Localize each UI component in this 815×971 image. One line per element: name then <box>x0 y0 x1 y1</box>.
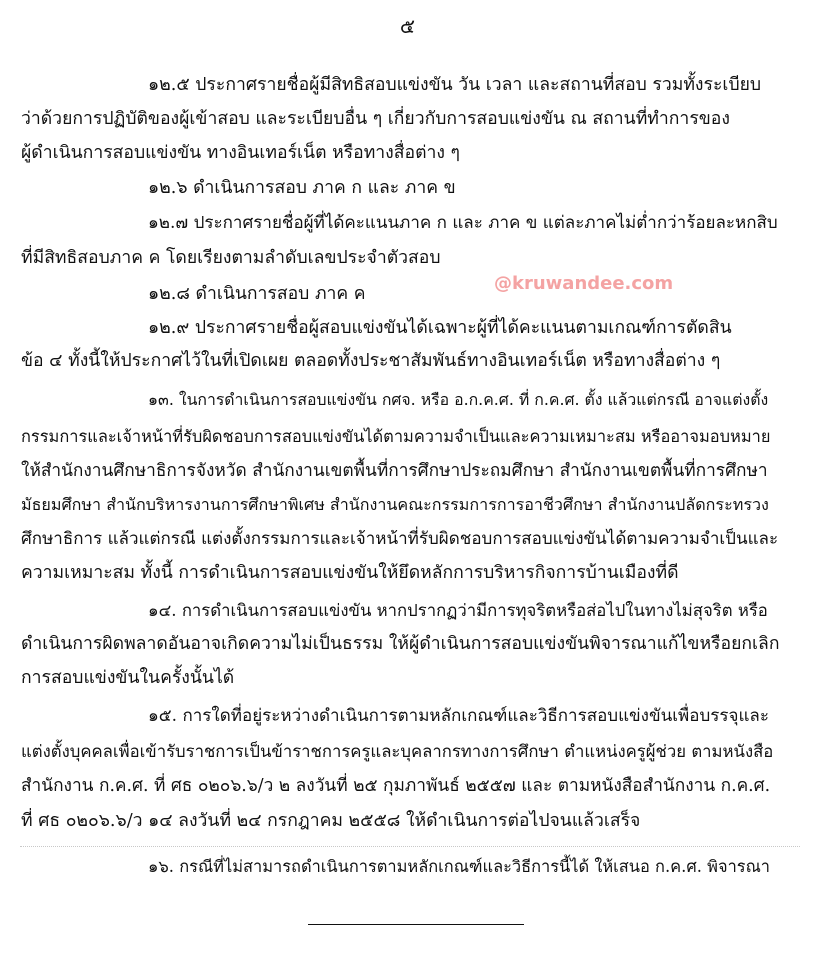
end-rule <box>308 924 524 925</box>
watermark: @kruwandee.com <box>494 273 674 294</box>
clause-12-8: ๑๒.๘ ดำเนินการสอบ ภาค ค <box>148 284 366 304</box>
clause-14-line-1: ๑๔. การดำเนินการสอบแข่งขัน หากปรากฏว่ามีการทุจริตหรือส่อไปในทางไม่สุจริต หรือ <box>148 600 768 620</box>
clause-15-line-3: สำนักงาน ก.ค.ศ. ที่ ศธ ๐๒๐๖.๖/ว ๒ ลงวันที่ ๒๕ กุมภาพันธ์ ๒๕๕๗ และ ตามหนังสือสำนักงาน ก.ค.ศ. <box>21 776 771 796</box>
clause-14-line-2: ดำเนินการผิดพลาดอันอาจเกิดความไม่เป็นธรรม ให้ผู้ดำเนินการสอบแข่งขันพิจารณาแก้ไขหรือยกเลิก <box>21 634 780 654</box>
clause-15-line-1: ๑๕. การใดที่อยู่ระหว่างดำเนินการตามหลักเกณฑ์และวิธีการสอบแข่งขันเพื่อบรรจุและ <box>148 706 769 726</box>
clause-12-7-line-2: ที่มีสิทธิสอบภาค ค โดยเรียงตามลำดับเลขประจำตัวสอบ <box>21 248 441 268</box>
clause-12-5-line-2: ว่าด้วยการปฏิบัติของผู้เข้าสอบ และระเบียบอื่น ๆ เกี่ยวกับการสอบแข่งขัน ณ สถานที่ทำการของ <box>21 109 730 129</box>
scan-artifact-divider <box>20 846 800 847</box>
clause-15-line-4: ที่ ศธ ๐๒๐๖.๖/ว ๑๔ ลงวันที่ ๒๔ กรกฎาคม ๒๕๕๘ ให้ดำเนินการต่อไปจนแล้วเสร็จ <box>21 811 641 831</box>
clause-12-5-line-1: ๑๒.๕ ประกาศรายชื่อผู้มีสิทธิสอบแข่งขัน วัน เวลา และสถานที่สอบ รวมทั้งระเบียบ <box>148 75 762 95</box>
clause-15-line-2: แต่งตั้งบุคคลเพื่อเข้ารับราชการเป็นข้าราชการครูและบุคลากรทางการศึกษา ตำแหน่งครูผู้ช่วย ตามหนังสือ <box>21 741 774 761</box>
clause-14-line-3: การสอบแข่งขันในครั้งนั้นได้ <box>21 668 235 688</box>
clause-12-5-line-3: ผู้ดำเนินการสอบแข่งขัน ทางอินเทอร์เน็ต หรือทางสื่อต่าง ๆ <box>21 143 461 163</box>
clause-13-line-5: ศึกษาธิการ แล้วแต่กรณี แต่งตั้งกรรมการและเจ้าหน้าที่รับผิดชอบการสอบแข่งขันได้ตามความจำเป็นและ <box>21 529 779 549</box>
clause-13-line-6: ความเหมาะสม ทั้งนี้ การดำเนินการสอบแข่งขันให้ยึดหลักการบริหารกิจการบ้านเมืองที่ดี <box>21 563 679 583</box>
clause-13-line-3: ให้สำนักงานศึกษาธิการจังหวัด สำนักงานเขตพื้นที่การศึกษาประถมศึกษา สำนักงานเขตพื้นที่การศึกษา <box>21 461 768 481</box>
clause-12-7-line-1: ๑๒.๗ ประกาศรายชื่อผู้ที่ได้คะแนนภาค ก และ ภาค ข แต่ละภาคไม่ต่ำกว่าร้อยละหกสิบ <box>148 213 778 233</box>
clause-13-line-1: ๑๓. ในการดำเนินการสอบแข่งขัน กศจ. หรือ อ.ก.ค.ศ. ที่ ก.ค.ศ. ตั้ง แล้วแต่กรณี อาจแต่งตั้ง <box>148 390 769 409</box>
clause-12-6: ๑๒.๖ ดำเนินการสอบ ภาค ก และ ภาค ข <box>148 178 456 198</box>
page-number: ๕ <box>399 14 416 38</box>
clause-13-line-4: มัธยมศึกษา สำนักบริหารงานการศึกษาพิเศษ สำนักงานคณะกรรมการการอาชีวศึกษา สำนักงานปลัดกระทรวง <box>21 495 769 514</box>
clause-16: ๑๖. กรณีที่ไม่สามารถดำเนินการตามหลักเกณฑ์และวิธีการนี้ได้ ให้เสนอ ก.ค.ศ. พิจารณา <box>148 857 770 876</box>
clause-12-9-line-2: ข้อ ๔ ทั้งนี้ให้ประกาศไว้ในที่เปิดเผย ตลอดทั้งประชาสัมพันธ์ทางอินเทอร์เน็ต หรือทางสื่อต่าง ๆ <box>21 351 721 371</box>
clause-12-9-line-1: ๑๒.๙ ประกาศรายชื่อผู้สอบแข่งขันได้เฉพาะผู้ที่ได้คะแนนตามเกณฑ์การตัดสิน <box>148 318 732 338</box>
clause-13-line-2: กรรมการและเจ้าหน้าที่รับผิดชอบการสอบแข่งขันได้ตามความจำเป็นและความเหมาะสม หรืออาจมอบหมาย <box>21 427 771 446</box>
